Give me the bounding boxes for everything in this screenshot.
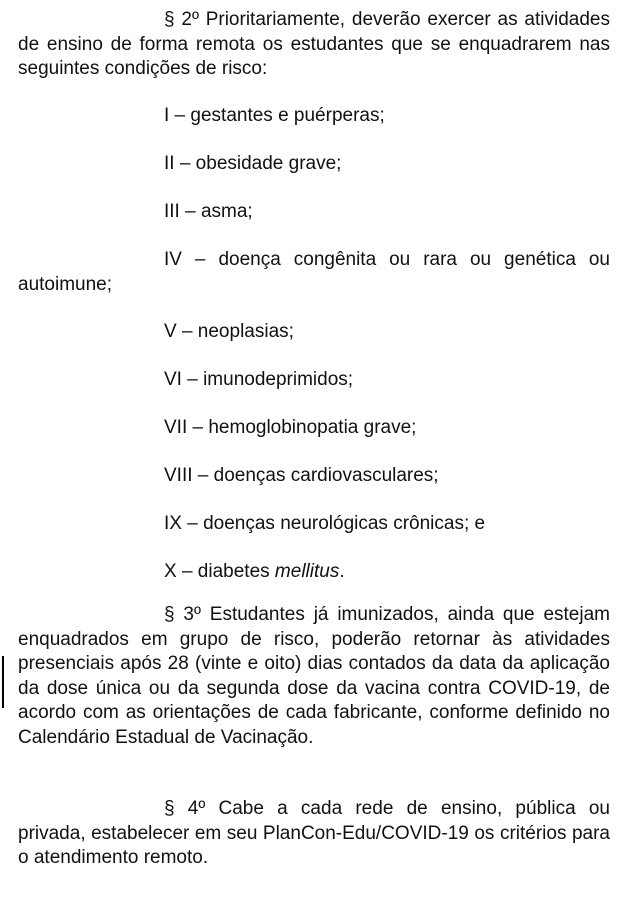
list-item-x-italic-term: mellitus bbox=[274, 561, 340, 582]
paragraph-2: § 2º Prioritariamente, deverão exercer as atividades de ensino de forma remota os estudantes que se enquadrarem nas seguintes condições de risco: bbox=[18, 9, 610, 79]
paragraph-4: § 4º Cabe a cada rede de ensino, pública ou privada, estabelecer em seu PlanCon-Edu/COVID-19 os critérios para o atendimento remoto. bbox=[18, 798, 610, 868]
list-item-i: I – gestantes e puérperas; bbox=[164, 105, 385, 126]
list-item-vii: VII – hemoglobinopatia grave; bbox=[164, 417, 417, 438]
margin-change-bar bbox=[2, 656, 4, 708]
list-item-iv: IV – doença congênita ou rara ou genética ou autoimune; bbox=[18, 249, 610, 295]
list-item-v: V – neoplasias; bbox=[164, 321, 294, 342]
list-item-ix: IX – doenças neurológicas crônicas; e bbox=[164, 513, 486, 534]
paragraph-3: § 3º Estudantes já imunizados, ainda que estejam enquadrados em grupo de risco, poderão retornar às atividades presenciais após 28 (vinte e oito) dias contados da data da aplicação da dose única ou da segunda dose da vacina contra COVID-19, de acordo com as orientações de cada fabricante, conforme definido no Calendário Estadual de Vacinação. bbox=[18, 604, 610, 748]
list-item-x-suffix: . bbox=[339, 561, 345, 582]
list-item-x bbox=[164, 560, 345, 585]
list-item-iii: III – asma; bbox=[164, 201, 253, 222]
list-item-viii: VIII – doenças cardiovasculares; bbox=[164, 465, 439, 486]
list-item-ii: II – obesidade grave; bbox=[164, 153, 342, 174]
list-item-x-prefix: X – diabetes bbox=[164, 561, 275, 582]
list-item-vi: VI – imunodeprimidos; bbox=[164, 369, 354, 390]
